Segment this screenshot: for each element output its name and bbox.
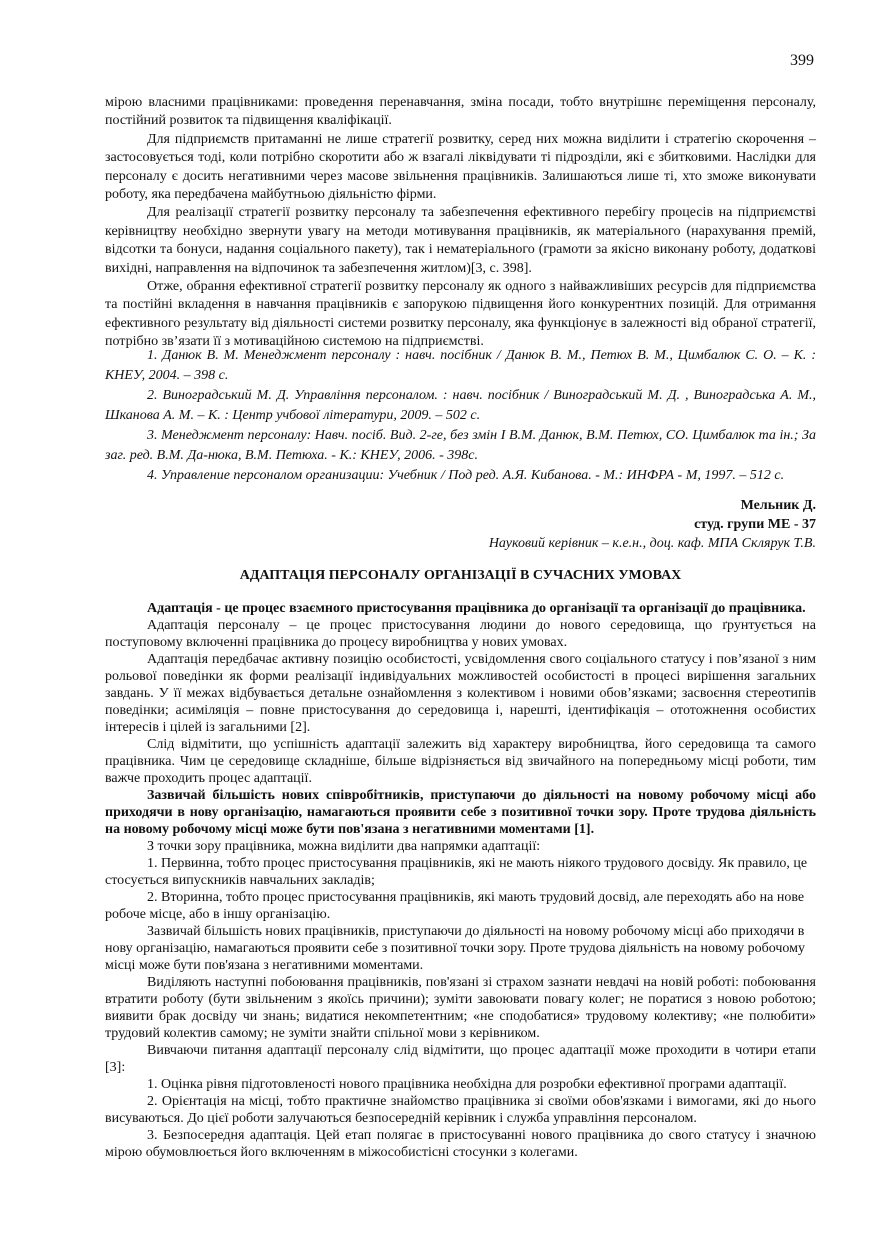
reference-item: 2. Виноградський М. Д. Управління персоналом. : навч. посібник / Виноградський М. Д. , Виноградська А. М., Шканова А. М. – К. : Центр учбової літератури, 2009. – 502 с.: [105, 388, 816, 423]
list-item: 3. Безпосередня адаптація. Цей етап полягає в пристосуванні нового працівника до свого статусу і значною мірою обумовлюється його включенням в міжособистісні стосунки з колегами.: [105, 1128, 816, 1160]
paragraph: Вивчаючи питання адаптації персоналу слід відмітити, що процес адаптації може проходити в чотири етапи [3]:: [105, 1043, 816, 1075]
paragraph: Адаптація персоналу – це процес пристосування людини до нового середовища, що ґрунтується на поступовому включенні працівника до процесу виробництва у нових умовах.: [105, 618, 816, 650]
reference-item: 3. Менеджмент персоналу: Навч. посіб. Вид. 2-ге, без змін I В.М. Данюк, В.М. Петюх, СО. Цимбалюк та ін.; За заг. ред. В.М. Да-нюка, В.М. Петюха. - К.: КНЕУ, 2006. - 398с.: [105, 428, 816, 463]
paragraph: Зазвичай більшість нових працівників, приступаючи до діяльності на новому робочому місці або приходячи в нову організацію, намагаються проявити себе з позитивної точки зору. Проте трудова діяльність на новому робочому місці може бути пов'язана з негативними моментами.: [105, 924, 806, 973]
list-item: 1. Оцінка рівня підготовленості нового працівника необхідна для розробки ефективної програми адаптації.: [147, 1077, 787, 1092]
intro-section: [105, 94, 816, 352]
article-title: АДАПТАЦІЯ ПЕРСОНАЛУ ОРГАНІЗАЦІЇ В СУЧАСНИХ УМОВАХ: [239, 568, 682, 583]
list-item: 2. Орієнтація на місці, тобто практичне знайомство працівника зі своїми обов'язками і вимогами, які до нього висуваються. До цієї роботи залучаються безпосередній керівник і служба управління персоналом.: [105, 1094, 816, 1126]
article-body: [105, 600, 816, 1161]
paragraph: мірою власними працівниками: проведення перенавчання, зміна посади, тобто внутрішнє переміщення персоналу, постійний розвиток та підвищення кваліфікації.: [105, 95, 816, 129]
author-group: студ. групи МЕ - 37: [694, 517, 816, 532]
reference-item: 4. Управление персоналом организации: Учебник / Под ред. А.Я. Кибанова. - М.: ИНФРА - М, 1997. – 512 с.: [147, 468, 785, 483]
paragraph: Адаптація передбачає активну позицію особистості, усвідомлення свого соціального статусу і пов’язаної з ним рольової поведінки як форми реалізації індивідуальних можливостей особистості в процесі вирішення загальних завдань. У її межах відбувається детальне ознайомлення з колективом і новими обов’язками; засвоєння стереотипів поведінки; асиміляція – повне пристосування до середовища і, нарешті, ідентифікація – ототожнення особистих інтересів і цілей із загальними [2].: [105, 652, 816, 735]
paragraph: Виділяють наступні побоювання працівників, пов'язані зі страхом зазнати невдачі на новій роботі: побоювання втратити роботу (бути звільненим з якоїсь причини); зуміти завоювати повагу колег; не поратися з новою роботою; виявити брак досвіду чи знань; видатися некомпетентним; «не сподобатися» трудовому колективу; «не полюбити» трудовий колектив самому; не зуміти знайти спільної мови з керівником.: [105, 975, 816, 1041]
list-item: 2. Вторинна, тобто процес пристосування працівників, які мають трудовий досвід, але переходять або на нове робоче місце, або в іншу організацію.: [105, 890, 805, 922]
paragraph: Слід відмітити, що успішність адаптації залежить від характеру виробництва, його середовища та самого працівника. Чим це середовище складніше, більше відрізняється від звичайного на попередньому місці роботи, тим важче проходить процес адаптації.: [105, 737, 816, 786]
references-list: [105, 346, 816, 486]
author-name: Мельник Д.: [740, 498, 816, 513]
paragraph: Зазвичай більшість нових співробітників, приступаючи до діяльності на новому робочому місці або приходячи в нову організацію, намагаються проявити себе з позитивної точки зору. Проте трудова діяльність на новому робочому місці може бути пов'язана з негативними моментами [1].: [105, 788, 816, 837]
reference-item: 1. Данюк В. М. Менеджмент персоналу : навч. посібник / Данюк В. М., Петюх В. М., Цимбалюк С. О. – К. : КНЕУ, 2004. – 398 с.: [105, 348, 816, 383]
paragraph: Для реалізації стратегії розвитку персоналу та забезпечення ефективного перебігу процесів на підприємстві керівництву необхідно звернути увагу на методи мотивування працівників, як матеріального (нарахування премій, відсотки та бонуси, надання соціального пакету), так і нематеріального (грамоти за якісно виконану роботу, додаткові вихідні, направлення на відпочинок та забезпечення житлом)[3, с. 398].: [105, 205, 816, 276]
paragraph: Для підприємств притаманні не лише стратегії розвитку, серед них можна виділити і стратегію скорочення – застосовується тоді, коли потрібно скоротити або ж взагалі ліквідувати ті підрозділи, які є збитковими. Наслідки для персоналу є досить негативними через масове звільнення працівників. Залишаються лише ті, хто зможе виконувати роботу, яка передбачена майбутньою діяльністю фірми.: [105, 131, 816, 203]
page-number: 399: [790, 52, 814, 69]
author-block: [105, 496, 816, 553]
list-item: 1. Первинна, тобто процес пристосування працівників, які не мають ніякого трудового досвіду. Як правило, це стосується випускників навчальних закладів;: [105, 856, 808, 888]
paragraph: Адаптація - це процес взаємного пристосування працівника до організації та організації до працівника.: [147, 601, 806, 616]
paragraph: З точки зору працівника, можна виділити два напрямки адаптації:: [147, 839, 541, 854]
supervisor: Науковий керівник – к.е.н., доц. каф. МПА Склярук Т.В.: [488, 536, 816, 551]
paragraph: Отже, обрання ефективної стратегії розвитку персоналу як одного з найважливіших ресурсів для підприємства та постійні вкладення в навчання працівників є запорукою підвищення його конкурентних позицій. Для отримання ефективного результату від діяльності системи розвитку персоналу, яка функціонує в залежності від обраної стратегії, потрібно зв’язати її з мотиваційною системою на підприємстві.: [105, 279, 816, 350]
